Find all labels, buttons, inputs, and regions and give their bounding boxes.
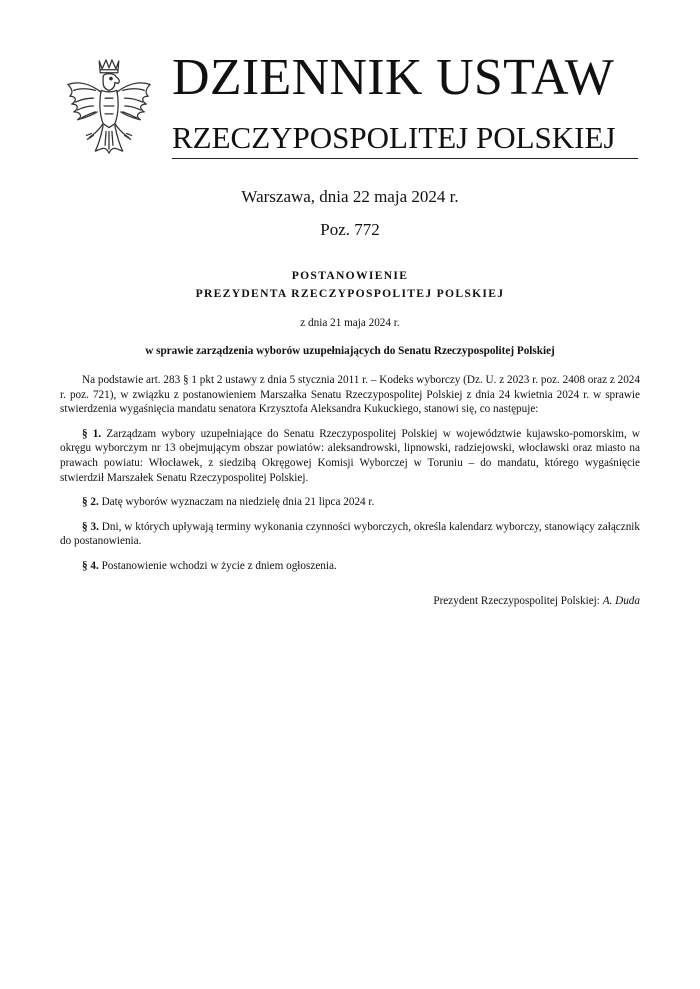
- signature-block: [60, 594, 640, 608]
- section-text: Datę wyborów wyznaczam na niedzielę dnia 21 lipca 2024 r.: [101, 496, 375, 509]
- section-4: [60, 559, 640, 574]
- section-3: [60, 520, 640, 549]
- section-text: Postanowienie wchodzi w życie z dniem ogłoszenia.: [101, 559, 337, 572]
- section-text: Zarządzam wybory uzupełniające do Senatu Rzeczypospolitej Polskiej w województwie kujawsko-pomorskim, w okręgu wyborczym nr 13 obejmującym obszar powiatów: aleksandrowski, lipnowski, radziejowski, włocławski oraz miasto na prawach powiatu: Włocławek, z siedzibą Okręgowej Komisji Wyborczej w Toruniu – do mandatu, którego wygaśnięcie stwierdził Marszałek Senatu Rzeczypospolitej Polskiej.: [60, 427, 641, 484]
- position-number: Poz. 772: [320, 220, 380, 239]
- masthead-divider: [172, 158, 638, 159]
- section-text: Dni, w których upływają terminy wykonania czynności wyborczych, określa kalendarz wyborczy, stanowiący załącznik do postanowienia.: [60, 520, 641, 548]
- section-1: [60, 427, 640, 485]
- gazette-title: DZIENNIK USTAW: [172, 49, 615, 106]
- act-type: POSTANOWIENIE: [291, 269, 409, 282]
- act-subject: w sprawie zarządzenia wyborów uzupełniających do Senatu Rzeczypospolitej Polskiej: [145, 345, 555, 357]
- publication-date: Warszawa, dnia 22 maja 2024 r.: [241, 187, 459, 206]
- section-label: § 1.: [82, 427, 102, 440]
- signatory-name: A. Duda: [602, 595, 640, 607]
- preamble: Na podstawie art. 283 § 1 pkt 2 ustawy z dnia 5 stycznia 2011 r. – Kodeks wyborczy (Dz. U. z 2023 r. poz. 2408 oraz z 2024 r. poz. 721), w związku z postanowieniem Marszałka Senatu Rzeczypospolitej Polskiej z dnia 24 kwietnia 2024 r. w sprawie stwierdzenia wygaśnięcia mandatu senatora Krzysztofa Aleksandra Kukuckiego, stanowi się, co następuje:: [60, 374, 640, 416]
- section-label: § 4.: [82, 559, 99, 572]
- section-2: [60, 495, 640, 510]
- section-label: § 3.: [82, 520, 99, 533]
- gazette-subtitle: RZECZYPOSPOLITEJ POLSKIEJ: [172, 120, 616, 155]
- polish-eagle-emblem-icon: [60, 55, 158, 159]
- act-issuer: PREZYDENTA RZECZYPOSPOLITEJ POLSKIEJ: [195, 287, 505, 300]
- act-body: [60, 373, 640, 584]
- signatory-role: Prezydent Rzeczypospolitej Polskiej:: [433, 595, 600, 607]
- section-label: § 2.: [82, 496, 99, 509]
- act-date: z dnia 21 maja 2024 r.: [300, 317, 400, 329]
